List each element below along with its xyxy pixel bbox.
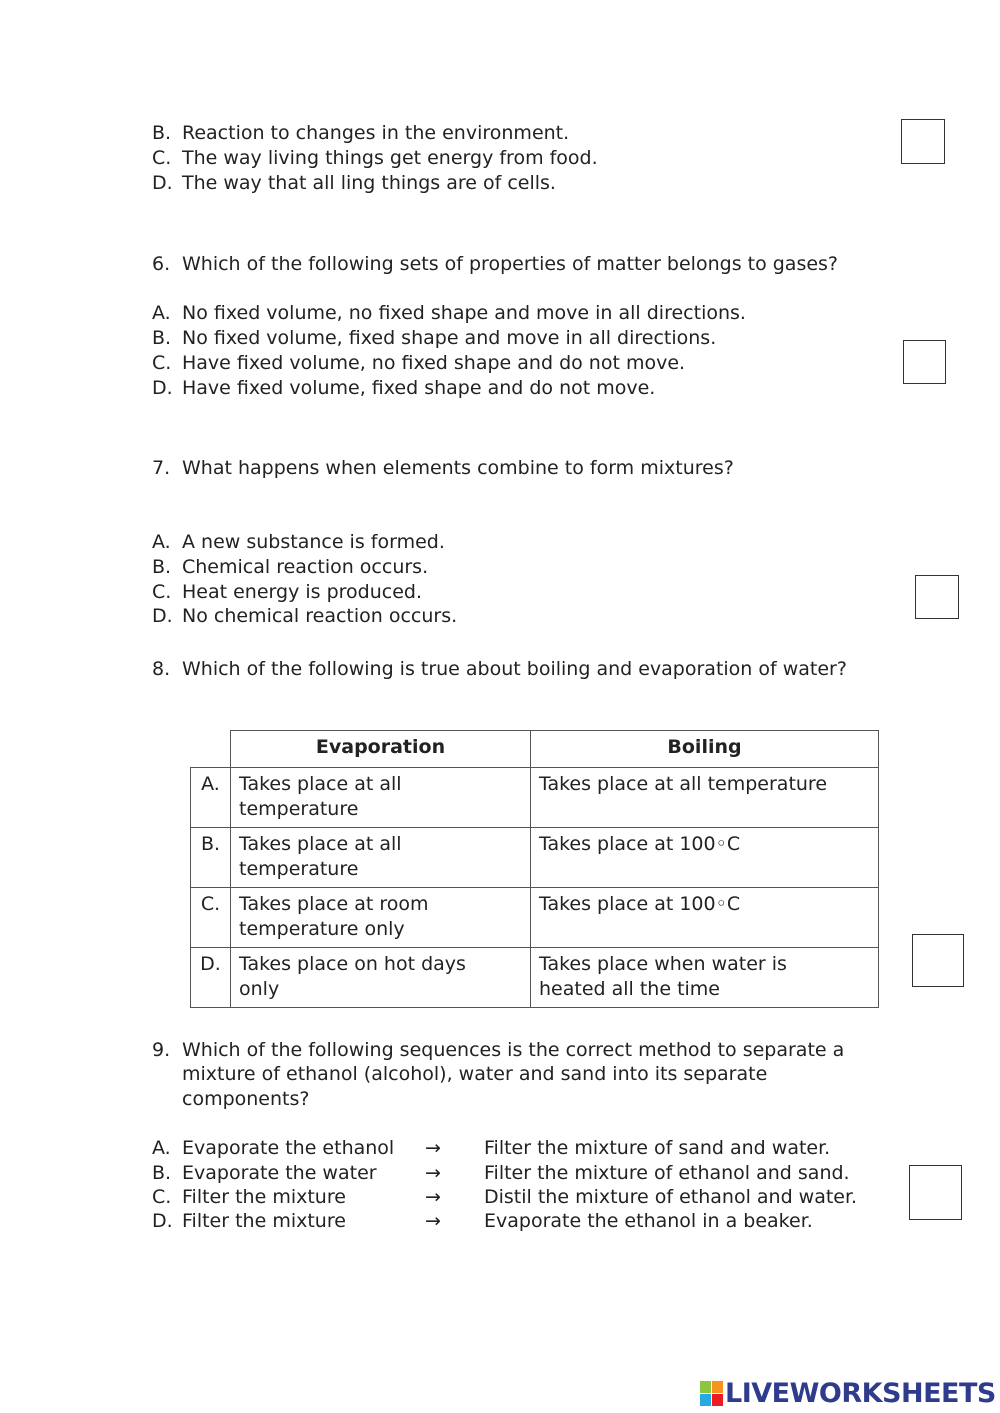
q8-answer-box[interactable]	[912, 934, 964, 987]
option-step2: Evaporate the ethanol in a beaker.	[484, 1210, 813, 1232]
evaporation-cell	[231, 768, 531, 828]
table-row	[191, 948, 879, 1008]
q6-answer-box[interactable]	[903, 340, 946, 384]
option-label: A.	[152, 531, 171, 553]
table-row	[191, 828, 879, 888]
question-number: 8.	[152, 658, 171, 680]
q7-option-d	[152, 604, 457, 629]
boiling-cell	[531, 768, 879, 828]
boiling-cell	[531, 948, 879, 1008]
option-label: A.	[152, 1137, 171, 1159]
q9-question-line: mixture of ethanol (alcohol), water and sand into its separate	[182, 1063, 768, 1085]
evaporation-cell	[231, 948, 531, 1008]
option-step2: Filter the mixture of ethanol and sand.	[484, 1162, 850, 1184]
option-label: D.	[152, 1210, 173, 1232]
logo-tile	[712, 1381, 723, 1393]
option-label: C.	[152, 147, 172, 169]
question-text: Which of the following is true about boiling and evaporation of water?	[182, 658, 847, 680]
logo-tiles-icon	[700, 1381, 723, 1406]
option-text: No chemical reaction occurs.	[182, 605, 458, 627]
q6-option-d	[152, 376, 655, 401]
logo-tile	[700, 1381, 711, 1393]
option-text: Chemical reaction occurs.	[182, 556, 429, 578]
option-label: D.	[152, 377, 173, 399]
row-label: C.	[191, 888, 231, 948]
cell-line: only	[239, 978, 280, 1000]
option-text: The way that all ling things are of cells.	[182, 172, 556, 194]
option-step1: Evaporate the water	[182, 1162, 377, 1184]
option-text: No fixed volume, fixed shape and move in all directions.	[182, 327, 717, 349]
arrow-icon: →	[425, 1186, 441, 1208]
option-label: C.	[152, 1186, 172, 1208]
option-label: C.	[152, 352, 172, 374]
q7-option-b	[152, 555, 428, 580]
q5-option-b	[152, 121, 569, 146]
header-evaporation: Evaporation	[231, 731, 531, 768]
question-text: What happens when elements combine to form mixtures?	[182, 457, 734, 479]
cell-line: Takes place at 100◦C	[539, 833, 741, 855]
evaporation-cell	[231, 828, 531, 888]
option-label: D.	[152, 172, 173, 194]
option-step2: Filter the mixture of sand and water.	[484, 1137, 831, 1159]
boiling-cell	[531, 828, 879, 888]
logo-text: LIVEWORKSHEETS	[725, 1377, 996, 1409]
q9-question-line	[152, 1038, 844, 1063]
q8-table	[190, 730, 879, 1008]
option-text: No fixed volume, no fixed shape and move in all directions.	[182, 302, 746, 324]
arrow-icon: →	[425, 1210, 441, 1232]
cell-line: Takes place at room	[239, 893, 429, 915]
q6-question	[152, 252, 838, 277]
header-boiling: Boiling	[531, 731, 879, 768]
option-text: Reaction to changes in the environment.	[182, 122, 570, 144]
q7-question	[152, 456, 734, 481]
row-label: D.	[191, 948, 231, 1008]
boiling-cell	[531, 888, 879, 948]
cell-line: Takes place at all	[239, 773, 402, 795]
question-number: 9.	[152, 1039, 171, 1061]
q7-answer-box[interactable]	[915, 575, 959, 619]
option-step2: Distil the mixture of ethanol and water.	[484, 1186, 858, 1208]
option-label: B.	[152, 327, 172, 349]
row-label: B.	[191, 828, 231, 888]
cell-line: heated all the time	[539, 978, 721, 1000]
logo-tile	[712, 1394, 723, 1406]
q7-option-c	[152, 580, 422, 605]
question-number: 6.	[152, 253, 171, 275]
option-label: B.	[152, 556, 172, 578]
q5-option-d	[152, 171, 556, 196]
option-label: C.	[152, 581, 172, 603]
q6-option-a	[152, 301, 746, 326]
option-step1: Filter the mixture	[182, 1210, 346, 1232]
cell-line: Takes place at all temperature	[539, 773, 828, 795]
option-text: A new substance is formed.	[182, 531, 445, 553]
option-label: B.	[152, 1162, 172, 1184]
row-label: A.	[191, 768, 231, 828]
cell-line: Takes place on hot days	[239, 953, 466, 975]
table-corner	[191, 731, 231, 768]
logo-tile	[700, 1394, 711, 1406]
cell-line: Takes place when water is	[539, 953, 787, 975]
table-row	[191, 888, 879, 948]
option-text: Have fixed volume, fixed shape and do not move.	[182, 377, 656, 399]
q8-question	[152, 657, 847, 682]
option-label: B.	[152, 122, 172, 144]
table-row	[191, 768, 879, 828]
arrow-icon: →	[425, 1162, 441, 1184]
liveworksheets-logo	[700, 1378, 996, 1408]
arrow-icon: →	[425, 1137, 441, 1159]
cell-line: Takes place at 100◦C	[539, 893, 741, 915]
q6-option-b	[152, 326, 716, 351]
question-text: Which of the following sequences is the correct method to separate a	[182, 1039, 845, 1061]
question-number: 7.	[152, 457, 171, 479]
question-text: Which of the following sets of properties of matter belongs to gases?	[182, 253, 839, 275]
q5-answer-box[interactable]	[901, 119, 945, 164]
option-label: D.	[152, 605, 173, 627]
evaporation-cell	[231, 888, 531, 948]
table-header-row	[191, 731, 879, 768]
q6-option-c	[152, 351, 685, 376]
cell-line: temperature only	[239, 918, 405, 940]
q7-option-a	[152, 530, 445, 555]
option-label: A.	[152, 302, 171, 324]
cell-line: Takes place at all	[239, 833, 402, 855]
q9-answer-box[interactable]	[909, 1165, 962, 1220]
q5-option-c	[152, 146, 598, 171]
q9-question-line: components?	[182, 1088, 310, 1110]
option-text: Have fixed volume, no fixed shape and do not move.	[182, 352, 686, 374]
option-step1: Filter the mixture	[182, 1186, 346, 1208]
option-step1: Evaporate the ethanol	[182, 1137, 395, 1159]
option-text: Heat energy is produced.	[182, 581, 422, 603]
cell-line: temperature	[239, 858, 359, 880]
option-text: The way living things get energy from food.	[182, 147, 598, 169]
cell-line: temperature	[239, 798, 359, 820]
